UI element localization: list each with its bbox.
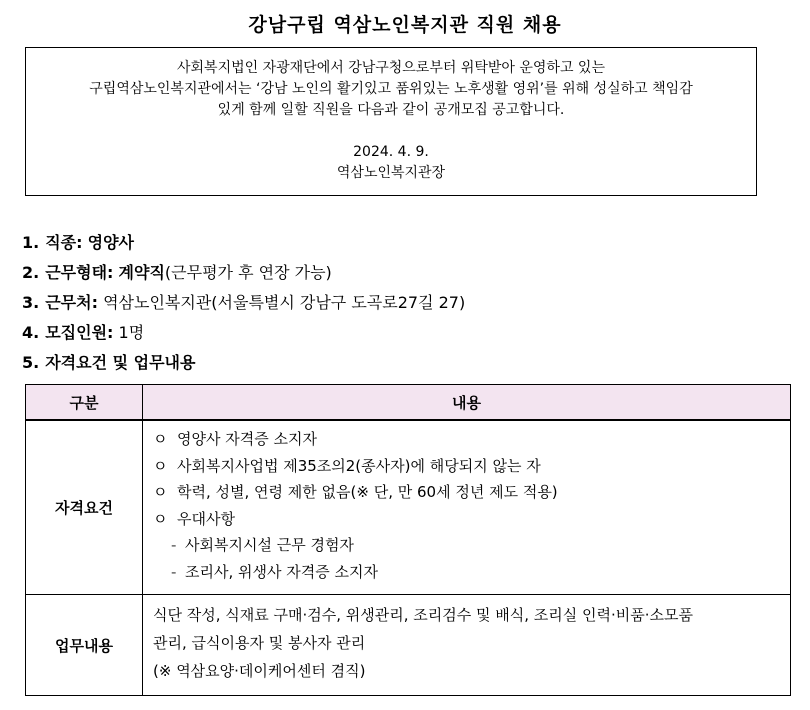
sub-item-text: 사회복지시설 근무 경험자 bbox=[185, 536, 354, 554]
item-number: 3. bbox=[22, 293, 40, 312]
job-info-item bbox=[22, 228, 722, 258]
table-header-row bbox=[26, 385, 791, 421]
duty-content bbox=[143, 595, 791, 696]
job-info-item bbox=[22, 348, 722, 378]
table-row bbox=[26, 420, 791, 595]
item-key: 직종: bbox=[45, 233, 83, 252]
duty-label: 업무내용 bbox=[26, 595, 143, 696]
job-info-item bbox=[22, 288, 722, 318]
item-number: 2. bbox=[22, 263, 40, 282]
bullet-text: 우대사항 bbox=[177, 509, 235, 528]
header-category: 구분 bbox=[26, 385, 143, 421]
job-info-item bbox=[22, 318, 722, 348]
item-key: 모집인원: bbox=[45, 323, 114, 342]
item-value: 역삼노인복지관(서울특별시 강남구 도곡로27길 27) bbox=[103, 293, 466, 312]
qualification-bullet bbox=[153, 426, 790, 453]
duty-line: (※ 역삼요양·데이케어센터 겸직) bbox=[153, 662, 366, 680]
notice-box bbox=[25, 47, 757, 196]
item-key: 근무처: bbox=[45, 293, 98, 312]
notice-line: 구립역삼노인복지관에서는 ‘강남 노인의 활기있고 품위있는 노후생활 영위’를 위해 성실하고 책임감 bbox=[89, 81, 693, 97]
qualification-bullet bbox=[153, 479, 790, 506]
duty-line: 식단 작성, 식재료 구매·검수, 위생관리, 조리검수 및 배식, 조리실 인력·비품·소모품 bbox=[153, 606, 693, 624]
sub-item-text: 조리사, 위생사 자격증 소지자 bbox=[185, 562, 378, 581]
header-content: 내용 bbox=[143, 385, 791, 421]
notice-issuer: 역삼노인복지관장 bbox=[336, 165, 446, 181]
job-info-list bbox=[22, 228, 722, 378]
qualification-sub-item bbox=[153, 532, 790, 559]
table-row bbox=[26, 595, 791, 696]
duty-line: 관리, 급식이용자 및 봉사자 관리 bbox=[153, 634, 366, 652]
bullet-icon: ㅇ bbox=[153, 456, 168, 475]
qualification-sub-item bbox=[153, 559, 790, 586]
dash-icon: - bbox=[171, 536, 177, 554]
qualification-content bbox=[143, 420, 791, 595]
bullet-icon: ㅇ bbox=[153, 483, 168, 501]
item-key: 자격요건 및 업무내용 bbox=[45, 353, 196, 372]
page-title: 강남구립 역삼노인복지관 직원 채용 bbox=[248, 14, 562, 36]
dash-icon: - bbox=[171, 562, 177, 581]
job-info-item bbox=[22, 258, 722, 288]
bullet-text: 사회복지사업법 제35조의2(종사자)에 해당되지 않는 자 bbox=[177, 456, 541, 475]
item-extra: (근무평가 후 연장 가능) bbox=[164, 263, 332, 282]
item-value: 1명 bbox=[118, 323, 145, 342]
qualification-bullet bbox=[153, 506, 790, 533]
bullet-icon: ㅇ bbox=[153, 509, 168, 528]
qualification-bullet bbox=[153, 453, 790, 480]
item-value: 계약직 bbox=[118, 263, 165, 282]
notice-date: 2024. 4. 9. bbox=[353, 144, 429, 160]
bullet-text: 영양사 자격증 소지자 bbox=[177, 430, 317, 448]
item-number: 1. bbox=[22, 233, 40, 252]
bullet-text: 학력, 성별, 연령 제한 없음(※ 단, 만 60세 정년 제도 적용) bbox=[177, 483, 558, 501]
item-key: 근무형태: bbox=[45, 263, 114, 282]
notice-line: 사회복지법인 자광재단에서 강남구청으로부터 위탁받아 운영하고 있는 bbox=[177, 60, 605, 76]
item-number: 4. bbox=[22, 323, 40, 342]
requirements-table bbox=[25, 384, 791, 696]
notice-line: 있게 함께 일할 직원을 다음과 같이 공개모집 공고합니다. bbox=[217, 102, 565, 118]
bullet-icon: ㅇ bbox=[153, 430, 168, 448]
item-value: 영양사 bbox=[87, 233, 134, 252]
qualification-label: 자격요건 bbox=[26, 420, 143, 595]
item-number: 5. bbox=[22, 353, 40, 372]
